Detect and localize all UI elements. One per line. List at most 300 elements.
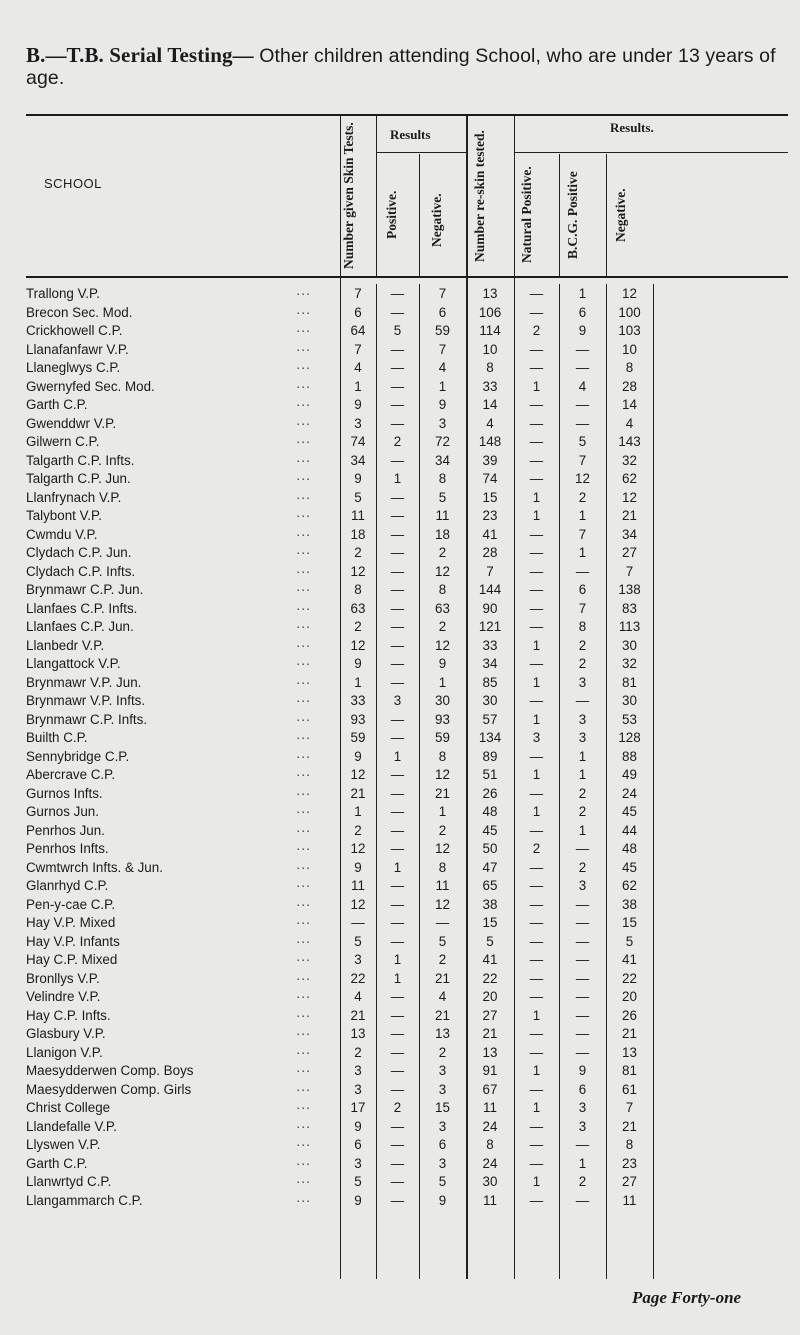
- cell-nat: —: [529, 397, 544, 412]
- cell-retested: 22: [482, 970, 498, 986]
- table-row: [26, 970, 713, 989]
- cell-given: 12: [350, 563, 366, 579]
- cell-nat: —: [529, 582, 544, 597]
- cell-nat: —: [529, 693, 544, 708]
- school-name: Llangattock V.P.: [26, 656, 121, 671]
- leader-dots: ···: [296, 397, 311, 412]
- cell-neg2: 8: [625, 1137, 634, 1152]
- leader-dots: ···: [296, 1063, 311, 1078]
- school-name: Velindre V.P.: [26, 989, 101, 1004]
- cell-neg2: 20: [622, 989, 637, 1004]
- cell-neg: 93: [435, 711, 450, 727]
- table-row: [26, 600, 713, 619]
- cell-retested: 91: [482, 1063, 498, 1078]
- cell-neg2: 21: [622, 1118, 637, 1134]
- cell-pos: 2: [393, 1100, 402, 1115]
- cell-retested: 27: [482, 1007, 498, 1023]
- school-name-cell: [26, 1173, 340, 1192]
- table-row: [26, 618, 713, 637]
- leader-dots: ···: [296, 1044, 311, 1060]
- cell-neg2: 26: [622, 1007, 637, 1023]
- leader-dots: ···: [296, 1100, 311, 1115]
- cell-pos: 1: [393, 748, 402, 764]
- school-name: Gurnos Jun.: [26, 804, 99, 819]
- cell-pos: —: [390, 508, 405, 523]
- table-row: [26, 785, 713, 804]
- school-name: Christ College: [26, 1100, 111, 1115]
- cell-retested: 39: [482, 452, 498, 468]
- cell-bcg: 2: [578, 804, 587, 819]
- cell-pos: —: [390, 341, 405, 357]
- cell-nat: —: [529, 434, 544, 449]
- table-row: [26, 452, 713, 471]
- cell-nat: —: [529, 360, 544, 375]
- cell-bcg: 1: [578, 286, 587, 301]
- table-row: [26, 933, 713, 952]
- table-row: [26, 1136, 713, 1155]
- school-name-cell: [26, 766, 340, 785]
- cell-bcg: —: [575, 841, 590, 856]
- cell-neg2: 38: [622, 896, 637, 912]
- cell-nat: —: [529, 545, 544, 560]
- cell-neg2: 62: [622, 471, 637, 486]
- cell-pos: —: [390, 785, 405, 801]
- table-row: [26, 359, 713, 378]
- cell-given: 6: [354, 304, 362, 320]
- cell-given: 12: [350, 767, 366, 782]
- cell-given: 3: [354, 1081, 362, 1097]
- cell-nat: 1: [532, 637, 541, 653]
- cell-given: 9: [354, 1192, 362, 1208]
- cell-given: 2: [354, 822, 362, 838]
- cell-neg: 2: [438, 545, 447, 560]
- leader-dots: ···: [296, 915, 311, 930]
- cell-neg: 5: [438, 489, 447, 505]
- cell-retested: 23: [482, 508, 498, 523]
- cell-neg2: 22: [622, 970, 637, 986]
- table-row: [26, 1025, 713, 1044]
- cell-nat: —: [529, 748, 544, 764]
- leader-dots: ···: [296, 508, 311, 523]
- school-name-cell: [26, 415, 340, 434]
- school-name-cell: [26, 563, 340, 582]
- cell-neg: 59: [435, 730, 450, 745]
- cell-neg2: 23: [622, 1155, 637, 1171]
- cell-nat: —: [529, 1137, 544, 1152]
- cell-neg2: 30: [622, 693, 637, 708]
- cell-neg2: 41: [622, 952, 637, 967]
- leader-dots: ···: [296, 545, 311, 560]
- cell-nat: —: [529, 1155, 544, 1171]
- cell-nat: 1: [532, 711, 541, 727]
- cell-bcg: 3: [578, 878, 587, 893]
- school-name-cell: [26, 1099, 340, 1118]
- natural-positive-header: Natural Positive.: [519, 166, 534, 264]
- cell-neg2: 48: [622, 841, 637, 856]
- leader-dots: ···: [296, 674, 311, 690]
- cell-bcg: 12: [575, 471, 590, 486]
- table-row: [26, 896, 713, 915]
- leader-dots: ···: [296, 1192, 311, 1208]
- table-row: [26, 581, 713, 600]
- cell-pos: —: [390, 415, 405, 431]
- page-title: [26, 44, 786, 89]
- leader-dots: ···: [296, 434, 311, 449]
- cell-bcg: —: [575, 952, 590, 967]
- cell-retested: 14: [482, 397, 498, 412]
- school-name-cell: [26, 988, 340, 1007]
- leader-dots: ···: [296, 471, 311, 486]
- table-row: [26, 1044, 713, 1063]
- cell-given: 21: [350, 785, 366, 801]
- cell-retested: 57: [482, 711, 498, 727]
- cell-neg: 1: [438, 674, 447, 690]
- cell-nat: —: [529, 878, 544, 893]
- cell-retested: 28: [482, 545, 498, 560]
- cell-neg: 30: [435, 693, 450, 708]
- cell-retested: 106: [478, 304, 502, 320]
- cell-bcg: —: [575, 989, 590, 1004]
- cell-nat: 1: [532, 804, 541, 819]
- school-name: Garth C.P.: [26, 1155, 88, 1171]
- cell-neg2: 32: [622, 656, 637, 671]
- leader-dots: ···: [296, 804, 311, 819]
- cell-given: 3: [354, 415, 362, 431]
- cell-nat: —: [529, 1192, 544, 1208]
- cell-given: 22: [350, 970, 366, 986]
- school-name-cell: [26, 600, 340, 619]
- cell-neg: 21: [435, 970, 450, 986]
- table-row: [26, 396, 713, 415]
- cell-bcg: 7: [578, 452, 587, 468]
- cell-neg2: 12: [622, 286, 637, 301]
- leader-dots: ···: [296, 748, 311, 764]
- cell-neg2: 7: [625, 1100, 634, 1115]
- school-name: Llangammarch C.P.: [26, 1192, 143, 1208]
- cell-pos: —: [390, 674, 405, 690]
- leader-dots: ···: [296, 1007, 311, 1023]
- cell-neg: 12: [435, 841, 450, 856]
- cell-neg: 3: [438, 1155, 447, 1171]
- cell-neg: 12: [435, 767, 450, 782]
- school-name-cell: [26, 951, 340, 970]
- school-name-cell: [26, 692, 340, 711]
- school-name: Llanbedr V.P.: [26, 637, 105, 653]
- leader-dots: ···: [296, 989, 311, 1004]
- cell-given: 9: [354, 471, 362, 486]
- school-name-cell: [26, 304, 340, 323]
- school-name: Clydach C.P. Infts.: [26, 563, 136, 579]
- cell-retested: 85: [482, 674, 498, 690]
- cell-given: 5: [354, 933, 362, 949]
- school-name-cell: [26, 1081, 340, 1100]
- cell-retested: 45: [482, 822, 498, 838]
- cell-pos: —: [390, 360, 405, 375]
- cell-nat: —: [529, 822, 544, 838]
- cell-nat: —: [529, 1118, 544, 1134]
- cell-neg: 5: [438, 1174, 447, 1189]
- cell-neg2: 88: [622, 748, 637, 764]
- school-column-header: SCHOOL: [44, 176, 102, 191]
- school-name: Llandefalle V.P.: [26, 1118, 117, 1134]
- school-name: Crickhowell C.P.: [26, 323, 123, 338]
- cell-given: 63: [350, 600, 366, 616]
- school-name: Llanwrtyd C.P.: [26, 1174, 112, 1189]
- cell-given: 7: [354, 341, 362, 357]
- number-retested-header: Number re-skin tested.: [472, 130, 487, 262]
- school-name: Glanrhyd C.P.: [26, 878, 109, 893]
- school-name: Brynmawr V.P. Infts.: [26, 693, 146, 708]
- cell-nat: —: [529, 415, 544, 431]
- school-name: Llanigon V.P.: [26, 1044, 103, 1060]
- cell-neg: 2: [438, 619, 447, 634]
- cell-given: 3: [354, 952, 362, 967]
- cell-neg: —: [435, 915, 450, 930]
- cell-nat: —: [529, 915, 544, 930]
- school-name-cell: [26, 452, 340, 471]
- cell-given: 18: [350, 526, 366, 542]
- cell-nat: —: [529, 341, 544, 357]
- cell-retested: 41: [482, 526, 498, 542]
- table-row: [26, 378, 713, 397]
- cell-pos: —: [390, 286, 405, 301]
- cell-neg: 4: [438, 360, 447, 375]
- column-divider: [606, 154, 607, 276]
- cell-neg: 3: [438, 1081, 447, 1097]
- leader-dots: ···: [296, 1118, 311, 1134]
- cell-bcg: 1: [578, 748, 587, 764]
- table-row: [26, 526, 713, 545]
- column-divider: [559, 154, 560, 276]
- cell-pos: —: [390, 730, 405, 745]
- cell-nat: —: [529, 1081, 544, 1097]
- table-row: [26, 470, 713, 489]
- cell-retested: 15: [482, 489, 498, 505]
- table-row: [26, 711, 713, 730]
- cell-retested: 148: [478, 434, 502, 449]
- cell-pos: —: [390, 1137, 405, 1152]
- cell-given: 64: [350, 323, 366, 338]
- table-row: [26, 1099, 713, 1118]
- school-name-cell: [26, 822, 340, 841]
- cell-neg: 2: [438, 822, 447, 838]
- school-name: Brynmawr V.P. Jun.: [26, 674, 142, 690]
- school-name-cell: [26, 507, 340, 526]
- cell-neg: 15: [435, 1100, 450, 1115]
- cell-retested: 24: [482, 1118, 498, 1134]
- header-top-rule: [26, 114, 788, 116]
- cell-given: 74: [350, 434, 366, 449]
- cell-bcg: 1: [578, 822, 587, 838]
- leader-dots: ···: [296, 526, 311, 542]
- cell-pos: —: [390, 1155, 405, 1171]
- cell-neg2: 10: [622, 341, 637, 357]
- cell-pos: —: [390, 378, 405, 394]
- cell-retested: 26: [482, 785, 498, 801]
- cell-neg: 21: [435, 1007, 450, 1023]
- cell-given: 1: [354, 378, 362, 394]
- leader-dots: ···: [296, 693, 311, 708]
- cell-bcg: 3: [578, 674, 587, 690]
- bcg-positive-header: B.C.G. Positive: [565, 171, 580, 259]
- school-name-cell: [26, 1136, 340, 1155]
- cell-pos: —: [390, 767, 405, 782]
- school-name: Llanafanfawr V.P.: [26, 341, 129, 357]
- leader-dots: ···: [296, 360, 311, 375]
- cell-bcg: —: [575, 360, 590, 375]
- cell-neg: 9: [438, 1192, 447, 1208]
- cell-nat: —: [529, 989, 544, 1004]
- leader-dots: ···: [296, 785, 311, 801]
- cell-neg2: 32: [622, 452, 637, 468]
- cell-neg: 6: [438, 1137, 447, 1152]
- cell-given: 12: [350, 637, 366, 653]
- cell-neg: 8: [438, 471, 447, 486]
- cell-neg2: 61: [622, 1081, 637, 1097]
- cell-neg2: 113: [618, 619, 641, 634]
- cell-bcg: 3: [578, 1118, 587, 1134]
- table-row: [26, 951, 713, 970]
- leader-dots: ···: [296, 637, 311, 653]
- cell-neg2: 13: [622, 1044, 637, 1060]
- cell-given: 12: [350, 896, 366, 912]
- school-name-cell: [26, 433, 340, 452]
- school-name-cell: [26, 896, 340, 915]
- leader-dots: ···: [296, 378, 311, 394]
- leader-dots: ···: [296, 730, 311, 745]
- cell-neg: 59: [435, 323, 450, 338]
- cell-nat: 1: [532, 1174, 541, 1189]
- cell-pos: —: [390, 933, 405, 949]
- school-name: Penrhos Jun.: [26, 822, 105, 838]
- school-name: Clydach C.P. Jun.: [26, 545, 132, 560]
- column-divider: [376, 116, 377, 276]
- table-row: [26, 563, 713, 582]
- cell-nat: —: [529, 526, 544, 542]
- cell-neg2: 14: [622, 397, 637, 412]
- leader-dots: ···: [296, 896, 311, 912]
- cell-pos: —: [390, 915, 405, 930]
- leader-dots: ···: [296, 582, 311, 597]
- cell-neg2: 49: [622, 767, 637, 782]
- leader-dots: ···: [296, 933, 311, 949]
- cell-retested: 67: [482, 1081, 498, 1097]
- table-row: [26, 1062, 713, 1081]
- school-name-cell: [26, 914, 340, 933]
- cell-retested: 24: [482, 1155, 498, 1171]
- table-row: [26, 304, 713, 323]
- school-name: Abercrave C.P.: [26, 767, 116, 782]
- school-name-cell: [26, 729, 340, 748]
- cell-nat: 1: [532, 489, 541, 505]
- cell-retested: 34: [482, 656, 498, 671]
- cell-nat: —: [529, 896, 544, 912]
- cell-pos: —: [390, 1026, 405, 1041]
- leader-dots: ···: [296, 341, 311, 357]
- cell-neg: 8: [438, 582, 447, 597]
- school-name: Penrhos Infts.: [26, 841, 109, 856]
- table-row: [26, 285, 713, 304]
- results-header-2: Results.: [610, 120, 654, 135]
- cell-neg: 18: [435, 526, 450, 542]
- cell-given: 3: [354, 1155, 362, 1171]
- cell-neg: 6: [438, 304, 447, 320]
- school-name-cell: [26, 285, 340, 304]
- cell-retested: 30: [482, 693, 498, 708]
- school-name: Glasbury V.P.: [26, 1026, 106, 1041]
- cell-neg2: 8: [625, 360, 634, 375]
- table-row: [26, 803, 713, 822]
- cell-retested: 41: [482, 952, 498, 967]
- cell-neg2: 81: [622, 674, 637, 690]
- cell-given: 13: [350, 1026, 366, 1041]
- cell-pos: —: [390, 582, 405, 597]
- cell-neg2: 138: [618, 582, 641, 597]
- cell-pos: —: [390, 397, 405, 412]
- school-name-cell: [26, 359, 340, 378]
- cell-given: 59: [350, 730, 366, 745]
- number-given-header: Number given Skin Tests.: [341, 122, 356, 270]
- cell-nat: —: [529, 859, 544, 875]
- leader-dots: ···: [296, 415, 311, 431]
- table-row: [26, 1173, 713, 1192]
- school-name: Brynmawr C.P. Infts.: [26, 711, 148, 727]
- cell-neg: 12: [435, 637, 450, 653]
- table-row: [26, 1081, 713, 1100]
- cell-neg2: 5: [625, 933, 634, 949]
- cell-retested: 47: [482, 859, 498, 875]
- leader-dots: ···: [296, 1137, 311, 1152]
- cell-pos: —: [390, 1063, 405, 1078]
- cell-retested: 33: [482, 378, 498, 394]
- cell-neg: 5: [438, 933, 447, 949]
- school-name: Builth C.P.: [26, 730, 88, 745]
- cell-pos: 1: [393, 471, 402, 486]
- cell-neg2: 15: [622, 915, 637, 930]
- cell-given: 93: [350, 711, 366, 727]
- cell-given: 1: [354, 804, 362, 819]
- cell-neg2: 53: [622, 711, 637, 727]
- cell-given: 7: [354, 286, 362, 301]
- school-name: Sennybridge C.P.: [26, 748, 130, 764]
- data-table: [26, 285, 713, 1210]
- cell-given: 9: [354, 397, 362, 412]
- school-name: Llaneglwys C.P.: [26, 360, 121, 375]
- cell-pos: —: [390, 878, 405, 893]
- cell-neg: 3: [438, 415, 447, 431]
- cell-retested: 11: [483, 1192, 497, 1208]
- cell-nat: —: [529, 933, 544, 949]
- leader-dots: ···: [296, 489, 311, 505]
- school-name-cell: [26, 378, 340, 397]
- results-underline: [514, 152, 788, 153]
- table-row: [26, 914, 713, 933]
- cell-pos: —: [390, 1081, 405, 1097]
- cell-bcg: 2: [578, 1174, 587, 1189]
- cell-pos: 1: [393, 859, 402, 875]
- cell-neg2: 45: [622, 859, 637, 875]
- cell-neg2: 27: [622, 545, 637, 560]
- cell-nat: —: [529, 471, 544, 486]
- cell-retested: 51: [482, 767, 498, 782]
- school-name-cell: [26, 1025, 340, 1044]
- cell-pos: —: [390, 841, 405, 856]
- cell-given: 3: [354, 1063, 362, 1078]
- leader-dots: ···: [296, 619, 311, 634]
- school-name-cell: [26, 581, 340, 600]
- cell-neg: 3: [438, 1063, 447, 1078]
- cell-pos: —: [390, 822, 405, 838]
